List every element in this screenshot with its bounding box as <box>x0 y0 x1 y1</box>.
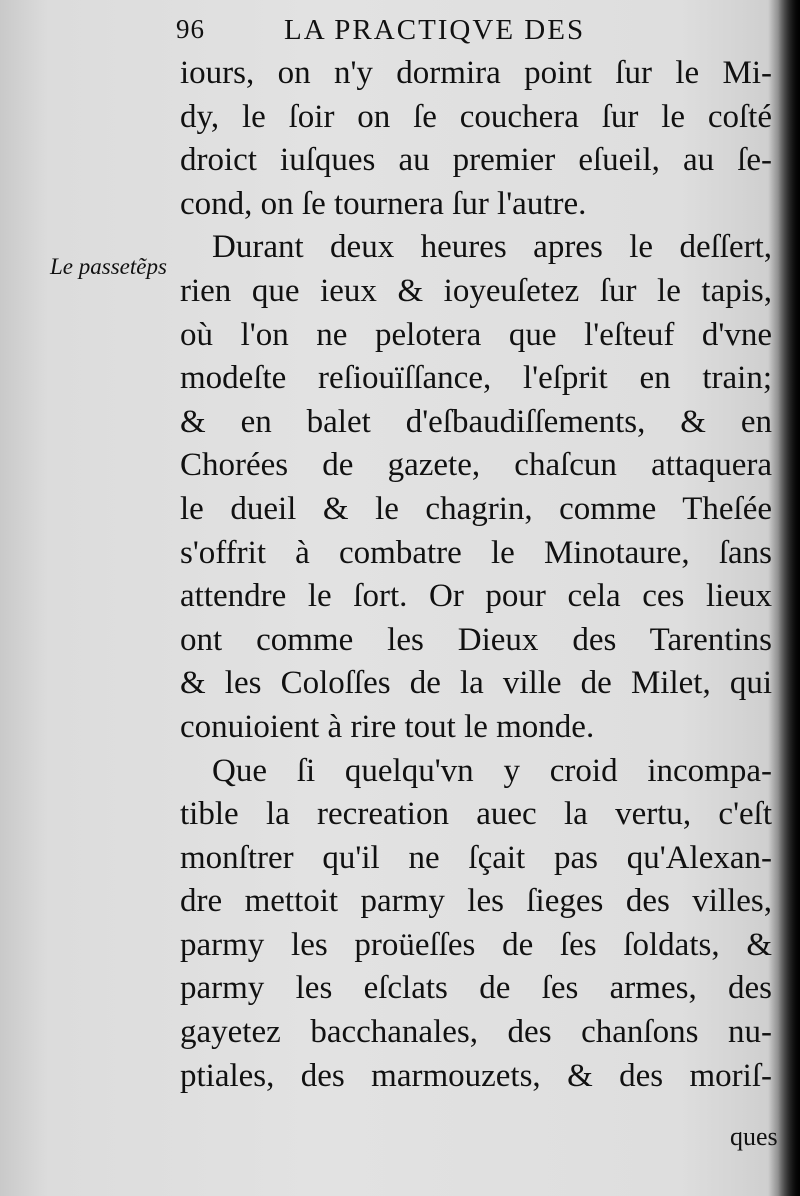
text-line: & en balet d'eſbaudiſſements, & en <box>180 403 772 440</box>
text-line: ont comme les Dieux des Tarentins <box>180 621 772 658</box>
text-line: Chorées de gazete, chaſcun attaquera <box>180 447 772 484</box>
text-line: ptiales, des marmouzets, & des moriſ- <box>180 1057 772 1094</box>
text-line: dy, le ſoir on ſe couchera ſur le coſté <box>180 98 772 135</box>
text-line: conuioient à rire tout le monde. <box>180 708 595 745</box>
text-line: parmy les proüeſſes de ſes ſoldats, & <box>180 926 772 963</box>
body-text <box>180 52 772 1098</box>
text-line: s'offrit à combatre le Minotaure, ſans <box>180 534 772 571</box>
text-line: attendre le ſort. Or pour cela ces lieux <box>180 578 772 615</box>
gutter-shadow <box>778 0 800 1196</box>
text-line: Que ſi quelqu'vn y croid incompa- <box>212 752 772 789</box>
text-line: où l'on ne pelotera que l'eſteuf d'vne <box>180 316 772 353</box>
text-line: & les Coloſſes de la ville de Milet, qui <box>180 665 772 702</box>
text-line: monſtrer qu'il ne ſçait pas qu'Alexan- <box>180 839 772 876</box>
text-line: rien que ieux & ioyeuſetez ſur le tapis, <box>180 272 772 309</box>
text-line: iours, on n'y dormira point ſur le Mi- <box>180 55 772 91</box>
text-line: gayetez bacchanales, des chanſons nu- <box>180 1014 772 1051</box>
running-head: LA PRACTIQVE DES <box>284 14 586 46</box>
text-line: le dueil & le chagrin, comme Theſée <box>180 490 772 527</box>
text-line: dre mettoit parmy les ſieges des villes, <box>180 883 772 920</box>
text-line: Durant deux heures apres le deſſert, <box>212 229 772 266</box>
page-header <box>176 14 776 50</box>
text-line: droict iuſques au premier eſueil, au ſe- <box>180 142 772 179</box>
text-line: tible la recreation auec la vertu, c'eſt <box>180 796 772 833</box>
text-line: cond, on ſe tournera ſur l'autre. <box>180 185 587 222</box>
page-number: 96 <box>176 14 205 44</box>
text-line: modeſte reſiouïſſance, l'eſprit en train; <box>180 360 772 397</box>
catchword: ques <box>730 1122 778 1151</box>
margin-note: Le passetẽps <box>50 254 167 279</box>
text-line: parmy les eſclats de ſes armes, des <box>180 970 772 1007</box>
